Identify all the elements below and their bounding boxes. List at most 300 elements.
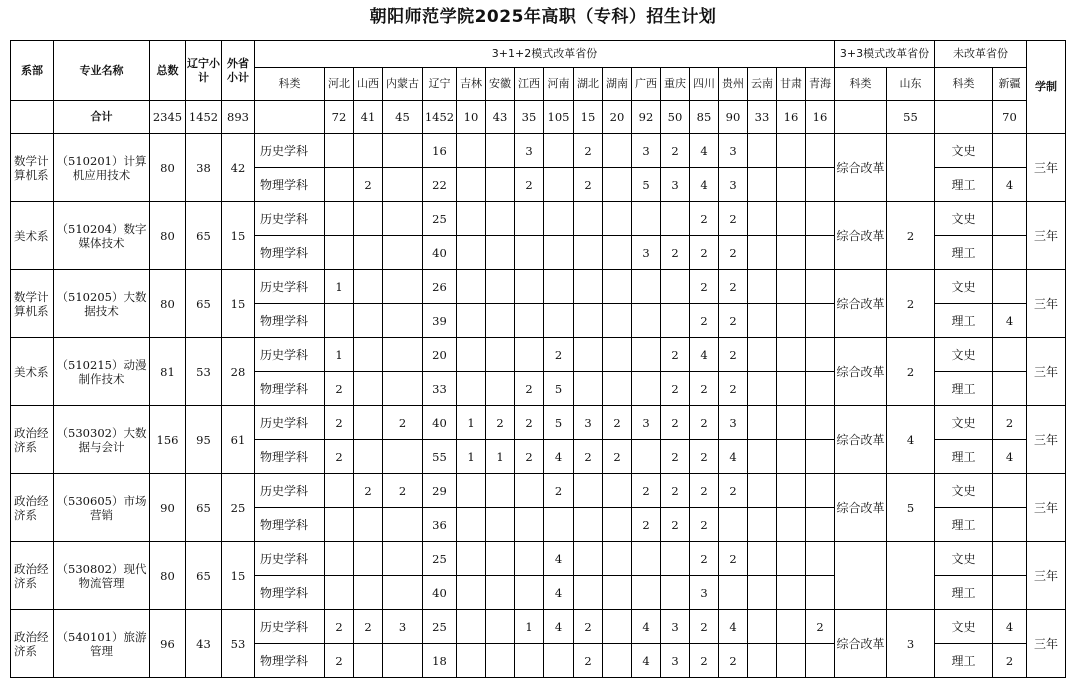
province-quota-cell — [515, 236, 544, 270]
totals-province-value: 92 — [632, 101, 661, 134]
province-quota-cell — [457, 202, 486, 236]
province-quota-cell — [777, 440, 806, 474]
province-quota-cell — [632, 372, 661, 406]
subject-type-cell: 历史学科 — [255, 610, 325, 644]
province-quota-cell: 26 — [423, 270, 457, 304]
header-province: 江西 — [515, 68, 544, 101]
header-province: 湖北 — [574, 68, 603, 101]
province-quota-cell — [383, 440, 423, 474]
header-province: 湖南 — [603, 68, 632, 101]
subject-type-cell: 物理学科 — [255, 236, 325, 270]
header-duration: 学制 — [1027, 41, 1066, 134]
major-liaoning-cell: 53 — [186, 338, 222, 406]
subject-type-cell: 历史学科 — [255, 202, 325, 236]
totals-liaoning: 1452 — [186, 101, 222, 134]
totals-label: 合计 — [54, 101, 150, 134]
province-quota-cell — [457, 236, 486, 270]
province-quota-cell: 2 — [574, 610, 603, 644]
province-quota-cell — [748, 270, 777, 304]
province-quota-cell: 2 — [719, 304, 748, 338]
major-name-cell: （510201）计算机应用技术 — [54, 134, 150, 202]
province-quota-cell — [486, 474, 515, 508]
subject-type-cell: 物理学科 — [255, 168, 325, 202]
province-quota-cell — [383, 338, 423, 372]
province-quota-cell — [806, 440, 835, 474]
major-liaoning-cell: 65 — [186, 474, 222, 542]
province-quota-cell: 2 — [719, 338, 748, 372]
table-row — [11, 542, 1066, 576]
province-quota-cell — [777, 134, 806, 168]
subject-type-cell: 历史学科 — [255, 406, 325, 440]
table-row — [11, 610, 1066, 644]
province-quota-cell — [544, 168, 574, 202]
shandong-type-cell: 综合改革 — [835, 610, 887, 678]
province-quota-cell: 25 — [423, 610, 457, 644]
subject-type-cell: 历史学科 — [255, 134, 325, 168]
header-group-unreformed: 未改革省份 — [935, 41, 1027, 68]
province-quota-cell — [777, 576, 806, 610]
province-quota-cell — [354, 338, 383, 372]
province-quota-cell — [661, 304, 690, 338]
province-quota-cell: 3 — [383, 610, 423, 644]
province-quota-cell — [748, 134, 777, 168]
province-quota-cell — [486, 644, 515, 678]
province-quota-cell — [632, 338, 661, 372]
province-quota-cell — [632, 542, 661, 576]
province-quota-cell — [603, 134, 632, 168]
shandong-quota-cell: 3 — [887, 610, 935, 678]
subject-type-cell: 物理学科 — [255, 372, 325, 406]
header-province: 内蒙古 — [383, 68, 423, 101]
province-quota-cell: 3 — [515, 134, 544, 168]
duration-cell: 三年 — [1027, 270, 1066, 338]
major-liaoning-cell: 65 — [186, 542, 222, 610]
province-quota-cell: 4 — [719, 440, 748, 474]
enrollment-plan-table — [10, 40, 1066, 678]
province-quota-cell — [325, 508, 354, 542]
province-quota-cell — [748, 576, 777, 610]
xinjiang-type-cell: 理工 — [935, 304, 993, 338]
province-quota-cell — [748, 440, 777, 474]
province-quota-cell — [603, 202, 632, 236]
shandong-quota-cell — [887, 542, 935, 610]
province-quota-cell — [383, 270, 423, 304]
province-quota-cell — [748, 406, 777, 440]
xinjiang-type-cell: 理工 — [935, 508, 993, 542]
province-quota-cell — [777, 304, 806, 338]
shandong-type-cell: 综合改革 — [835, 202, 887, 270]
province-quota-cell — [719, 508, 748, 542]
province-quota-cell — [383, 304, 423, 338]
province-quota-cell — [325, 542, 354, 576]
header-department: 系部 — [11, 41, 54, 101]
province-quota-cell — [777, 508, 806, 542]
province-quota-cell — [354, 406, 383, 440]
province-quota-cell: 16 — [423, 134, 457, 168]
province-quota-cell: 22 — [423, 168, 457, 202]
province-quota-cell: 5 — [632, 168, 661, 202]
province-quota-cell: 1 — [515, 610, 544, 644]
shandong-quota-cell: 2 — [887, 338, 935, 406]
province-quota-cell — [806, 134, 835, 168]
table-row — [11, 202, 1066, 236]
major-liaoning-cell: 65 — [186, 202, 222, 270]
province-quota-cell: 29 — [423, 474, 457, 508]
province-quota-cell — [603, 372, 632, 406]
province-quota-cell — [544, 236, 574, 270]
totals-province-value: 1452 — [423, 101, 457, 134]
province-quota-cell — [354, 304, 383, 338]
totals-xinjiang: 70 — [993, 101, 1027, 134]
shandong-quota-cell: 2 — [887, 270, 935, 338]
province-quota-cell — [457, 270, 486, 304]
province-quota-cell — [603, 610, 632, 644]
province-quota-cell — [777, 406, 806, 440]
major-outside-cell: 15 — [222, 542, 255, 610]
province-quota-cell — [354, 202, 383, 236]
major-liaoning-cell: 95 — [186, 406, 222, 474]
province-quota-cell — [354, 644, 383, 678]
xinjiang-type-cell: 理工 — [935, 576, 993, 610]
province-quota-cell — [325, 304, 354, 338]
province-quota-cell — [383, 576, 423, 610]
header-province: 安徽 — [486, 68, 515, 101]
province-quota-cell — [574, 474, 603, 508]
province-quota-cell: 55 — [423, 440, 457, 474]
xinjiang-quota-cell: 4 — [993, 610, 1027, 644]
province-quota-cell — [806, 270, 835, 304]
province-quota-cell: 1 — [325, 270, 354, 304]
totals-province-value: 105 — [544, 101, 574, 134]
province-quota-cell: 3 — [632, 236, 661, 270]
province-quota-cell — [354, 134, 383, 168]
province-quota-cell: 2 — [661, 508, 690, 542]
province-quota-cell: 2 — [574, 168, 603, 202]
province-quota-cell — [457, 474, 486, 508]
shandong-type-cell: 综合改革 — [835, 338, 887, 406]
province-quota-cell — [486, 372, 515, 406]
totals-total: 2345 — [150, 101, 186, 134]
province-quota-cell: 2 — [661, 236, 690, 270]
xinjiang-type-cell: 理工 — [935, 236, 993, 270]
province-quota-cell: 3 — [661, 610, 690, 644]
xinjiang-type-cell: 文史 — [935, 406, 993, 440]
province-quota-cell — [354, 270, 383, 304]
province-quota-cell — [457, 168, 486, 202]
province-quota-cell — [777, 610, 806, 644]
province-quota-cell — [806, 542, 835, 576]
header-group-312: 3+1+2模式改革省份 — [255, 41, 835, 68]
totals-province-value: 33 — [748, 101, 777, 134]
header-outside-subtotal: 外省小计 — [222, 41, 255, 101]
province-quota-cell — [354, 372, 383, 406]
province-quota-cell: 4 — [544, 610, 574, 644]
header-province: 贵州 — [719, 68, 748, 101]
shandong-quota-cell: 4 — [887, 406, 935, 474]
province-quota-cell: 2 — [603, 406, 632, 440]
province-quota-cell — [603, 576, 632, 610]
province-quota-cell — [354, 542, 383, 576]
province-quota-cell: 2 — [325, 372, 354, 406]
province-quota-cell — [486, 168, 515, 202]
province-quota-cell — [574, 372, 603, 406]
totals-unreformed-type-blank — [935, 101, 993, 134]
department-cell: 政治经济系 — [11, 610, 54, 678]
province-quota-cell: 4 — [632, 610, 661, 644]
province-quota-cell: 2 — [661, 134, 690, 168]
province-quota-cell — [603, 542, 632, 576]
shandong-type-cell: 综合改革 — [835, 474, 887, 542]
province-quota-cell — [486, 236, 515, 270]
major-name-cell: （540101）旅游管理 — [54, 610, 150, 678]
major-total-cell: 96 — [150, 610, 186, 678]
table-row — [11, 270, 1066, 304]
province-quota-cell: 2 — [719, 542, 748, 576]
province-quota-cell — [806, 372, 835, 406]
province-quota-cell: 2 — [661, 406, 690, 440]
totals-33-type-blank — [835, 101, 887, 134]
province-quota-cell — [806, 576, 835, 610]
header-major: 专业名称 — [54, 41, 150, 101]
major-total-cell: 90 — [150, 474, 186, 542]
xinjiang-type-cell: 文史 — [935, 610, 993, 644]
province-quota-cell — [603, 304, 632, 338]
xinjiang-quota-cell: 2 — [993, 644, 1027, 678]
province-quota-cell — [632, 304, 661, 338]
province-quota-cell — [777, 270, 806, 304]
province-quota-cell — [806, 508, 835, 542]
header-province: 青海 — [806, 68, 835, 101]
province-quota-cell: 4 — [544, 576, 574, 610]
province-quota-cell: 2 — [690, 304, 719, 338]
province-quota-cell — [603, 474, 632, 508]
xinjiang-type-cell: 理工 — [935, 168, 993, 202]
province-quota-cell: 2 — [690, 542, 719, 576]
province-quota-cell — [661, 270, 690, 304]
province-quota-cell — [748, 168, 777, 202]
header-province: 广西 — [632, 68, 661, 101]
province-quota-cell — [748, 338, 777, 372]
xinjiang-quota-cell — [993, 372, 1027, 406]
province-quota-cell — [354, 576, 383, 610]
province-quota-cell: 5 — [544, 406, 574, 440]
xinjiang-quota-cell — [993, 202, 1027, 236]
xinjiang-type-cell: 理工 — [935, 644, 993, 678]
province-quota-cell: 2 — [383, 406, 423, 440]
duration-cell: 三年 — [1027, 610, 1066, 678]
subject-type-cell: 历史学科 — [255, 542, 325, 576]
department-cell: 政治经济系 — [11, 542, 54, 610]
major-name-cell: （530605）市场营销 — [54, 474, 150, 542]
major-outside-cell: 15 — [222, 202, 255, 270]
province-quota-cell — [777, 474, 806, 508]
province-quota-cell — [574, 304, 603, 338]
major-name-cell: （510205）大数据技术 — [54, 270, 150, 338]
shandong-quota-cell — [887, 134, 935, 202]
province-quota-cell — [515, 508, 544, 542]
major-outside-cell: 61 — [222, 406, 255, 474]
shandong-quota-cell: 2 — [887, 202, 935, 270]
province-quota-cell — [603, 270, 632, 304]
header-province: 辽宁 — [423, 68, 457, 101]
province-quota-cell — [806, 236, 835, 270]
subject-type-cell: 历史学科 — [255, 338, 325, 372]
table-row — [11, 474, 1066, 508]
department-cell: 美术系 — [11, 202, 54, 270]
header-province: 云南 — [748, 68, 777, 101]
province-quota-cell — [383, 542, 423, 576]
province-quota-cell — [632, 202, 661, 236]
province-quota-cell: 2 — [690, 236, 719, 270]
province-quota-cell: 2 — [661, 474, 690, 508]
province-quota-cell: 2 — [515, 440, 544, 474]
major-outside-cell: 25 — [222, 474, 255, 542]
duration-cell: 三年 — [1027, 338, 1066, 406]
department-cell: 美术系 — [11, 338, 54, 406]
province-quota-cell: 2 — [661, 338, 690, 372]
province-quota-cell — [457, 576, 486, 610]
totals-province-value: 16 — [806, 101, 835, 134]
major-total-cell: 80 — [150, 270, 186, 338]
xinjiang-type-cell: 文史 — [935, 338, 993, 372]
department-cell: 数学计算机系 — [11, 270, 54, 338]
province-quota-cell — [748, 304, 777, 338]
totals-province-value: 43 — [486, 101, 515, 134]
province-quota-cell — [748, 372, 777, 406]
province-quota-cell: 4 — [690, 134, 719, 168]
province-quota-cell: 2 — [325, 406, 354, 440]
province-quota-cell — [603, 236, 632, 270]
xinjiang-quota-cell — [993, 338, 1027, 372]
xinjiang-quota-cell — [993, 474, 1027, 508]
major-outside-cell: 28 — [222, 338, 255, 406]
subject-type-cell: 物理学科 — [255, 304, 325, 338]
province-quota-cell: 2 — [354, 474, 383, 508]
province-quota-cell: 2 — [515, 168, 544, 202]
totals-row — [11, 101, 1066, 134]
province-quota-cell — [515, 304, 544, 338]
province-quota-cell — [748, 202, 777, 236]
province-quota-cell — [603, 644, 632, 678]
totals-blank — [11, 101, 54, 134]
province-quota-cell — [748, 542, 777, 576]
province-quota-cell: 3 — [661, 644, 690, 678]
province-quota-cell: 2 — [354, 610, 383, 644]
province-quota-cell: 4 — [719, 610, 748, 644]
province-quota-cell — [544, 508, 574, 542]
province-quota-cell — [574, 508, 603, 542]
province-quota-cell — [777, 542, 806, 576]
province-quota-cell — [777, 644, 806, 678]
province-quota-cell: 2 — [325, 610, 354, 644]
header-province: 山西 — [354, 68, 383, 101]
province-quota-cell: 2 — [661, 440, 690, 474]
province-quota-cell — [354, 236, 383, 270]
table-row — [11, 134, 1066, 168]
province-quota-cell — [515, 576, 544, 610]
province-quota-cell — [748, 644, 777, 678]
province-quota-cell: 2 — [690, 474, 719, 508]
province-quota-cell: 2 — [690, 202, 719, 236]
xinjiang-quota-cell: 2 — [993, 406, 1027, 440]
province-quota-cell — [383, 134, 423, 168]
province-quota-cell — [486, 338, 515, 372]
totals-province-value: 10 — [457, 101, 486, 134]
province-quota-cell: 2 — [690, 406, 719, 440]
province-quota-cell: 33 — [423, 372, 457, 406]
duration-cell: 三年 — [1027, 134, 1066, 202]
xinjiang-quota-cell — [993, 576, 1027, 610]
province-quota-cell — [457, 644, 486, 678]
province-quota-cell — [383, 202, 423, 236]
header-subject-type: 科类 — [255, 68, 325, 101]
province-quota-cell: 2 — [719, 236, 748, 270]
province-quota-cell — [383, 372, 423, 406]
province-quota-cell: 39 — [423, 304, 457, 338]
province-quota-cell — [486, 304, 515, 338]
duration-cell: 三年 — [1027, 202, 1066, 270]
page-title: 朝阳师范学院2025年高职（专科）招生计划 — [369, 7, 717, 27]
province-quota-cell — [777, 236, 806, 270]
province-quota-cell: 2 — [719, 372, 748, 406]
province-quota-cell — [383, 168, 423, 202]
duration-cell: 三年 — [1027, 542, 1066, 610]
province-quota-cell: 40 — [423, 236, 457, 270]
department-cell: 数学计算机系 — [11, 134, 54, 202]
major-liaoning-cell: 38 — [186, 134, 222, 202]
province-quota-cell — [748, 610, 777, 644]
header-province-shandong: 山东 — [887, 68, 935, 101]
province-quota-cell — [515, 202, 544, 236]
header-province: 河南 — [544, 68, 574, 101]
province-quota-cell: 3 — [574, 406, 603, 440]
province-quota-cell — [603, 338, 632, 372]
province-quota-cell — [632, 576, 661, 610]
province-quota-cell: 4 — [690, 168, 719, 202]
province-quota-cell — [457, 508, 486, 542]
duration-cell: 三年 — [1027, 406, 1066, 474]
province-quota-cell — [383, 236, 423, 270]
subject-type-cell: 物理学科 — [255, 576, 325, 610]
province-quota-cell — [544, 134, 574, 168]
province-quota-cell: 4 — [690, 338, 719, 372]
province-quota-cell: 3 — [719, 168, 748, 202]
province-quota-cell — [544, 202, 574, 236]
totals-province-value: 45 — [383, 101, 423, 134]
province-quota-cell: 2 — [574, 644, 603, 678]
province-quota-cell — [748, 508, 777, 542]
province-quota-cell: 2 — [719, 474, 748, 508]
xinjiang-type-cell: 文史 — [935, 270, 993, 304]
header-group-33: 3+3模式改革省份 — [835, 41, 935, 68]
shandong-type-cell: 综合改革 — [835, 406, 887, 474]
xinjiang-type-cell: 文史 — [935, 474, 993, 508]
province-quota-cell: 36 — [423, 508, 457, 542]
province-quota-cell — [777, 202, 806, 236]
header-total: 总数 — [150, 41, 186, 101]
totals-province-value: 16 — [777, 101, 806, 134]
province-quota-cell — [457, 542, 486, 576]
province-quota-cell — [457, 338, 486, 372]
province-quota-cell — [486, 202, 515, 236]
province-quota-cell — [457, 304, 486, 338]
province-quota-cell — [383, 644, 423, 678]
totals-province-value: 85 — [690, 101, 719, 134]
subject-type-cell: 物理学科 — [255, 440, 325, 474]
province-quota-cell: 2 — [690, 372, 719, 406]
province-quota-cell — [544, 304, 574, 338]
province-quota-cell: 2 — [515, 406, 544, 440]
